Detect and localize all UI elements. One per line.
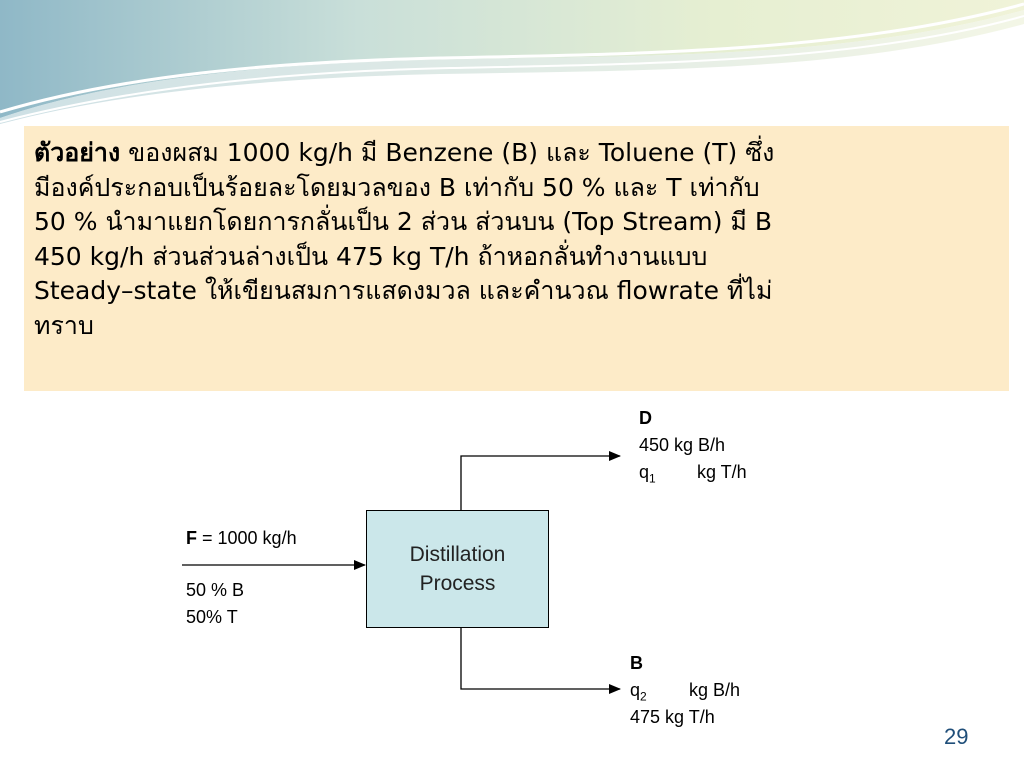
problem-line-4: 450 kg/h ส่วนส่วนล่างเป็น 475 kg T/h ถ้าหอกลั่นทำงานแบบ xyxy=(34,241,708,271)
bottom-product-arrow xyxy=(461,628,620,689)
distillation-process-box xyxy=(366,510,549,628)
feed-stream-name: F xyxy=(186,528,197,548)
bottom-stream-b-unit: kg B/h xyxy=(689,680,741,700)
top-stream-t-variable xyxy=(639,459,656,493)
top-product-arrow xyxy=(461,456,620,510)
problem-line-3: 50 % นำมาแยกโดยการกลั่นเป็น 2 ส่วน ส่วนบน (Top Stream) มี B xyxy=(34,207,773,236)
top-stream-t-unit: kg T/h xyxy=(697,462,747,482)
bottom-stream-name: B xyxy=(630,653,643,673)
bottom-q-symbol: q xyxy=(630,680,641,700)
example-label: ตัวอย่าง xyxy=(34,138,121,167)
problem-line-2: มีองค์ประกอบเป็นร้อยละโดยมวลของ B เท่ากับ 50 % และ T เท่ากับ xyxy=(34,172,760,202)
process-label-line-1: Distillation xyxy=(409,543,506,566)
problem-line-6: ทราบ xyxy=(34,310,94,340)
problem-line-1-text: ของผสม 1000 kg/h มี Benzene (B) และ Toluene (T) ซึ่ง xyxy=(120,138,775,167)
top-stream-b-flow: 450 kg B/h xyxy=(639,435,726,455)
bottom-stream-t-flow: 475 kg T/h xyxy=(630,707,715,727)
top-q-symbol: q xyxy=(639,462,650,482)
feed-composition-b: 50 % B xyxy=(186,580,245,600)
feed-composition-t: 50% T xyxy=(186,607,238,627)
feed-rate-label xyxy=(186,525,297,552)
page-number: 29 xyxy=(944,724,969,749)
top-q-subscript: 1 xyxy=(649,471,656,486)
feed-rate-value: = 1000 kg/h xyxy=(197,528,297,548)
problem-line-5: Steady–state ให้เขียนสมการแสดงมวล และคำนวณ flowrate ที่ไม่ xyxy=(34,276,773,305)
process-label-line-2: Process xyxy=(419,572,496,595)
top-stream-name: D xyxy=(639,408,652,428)
bottom-q-subscript: 2 xyxy=(640,689,647,704)
